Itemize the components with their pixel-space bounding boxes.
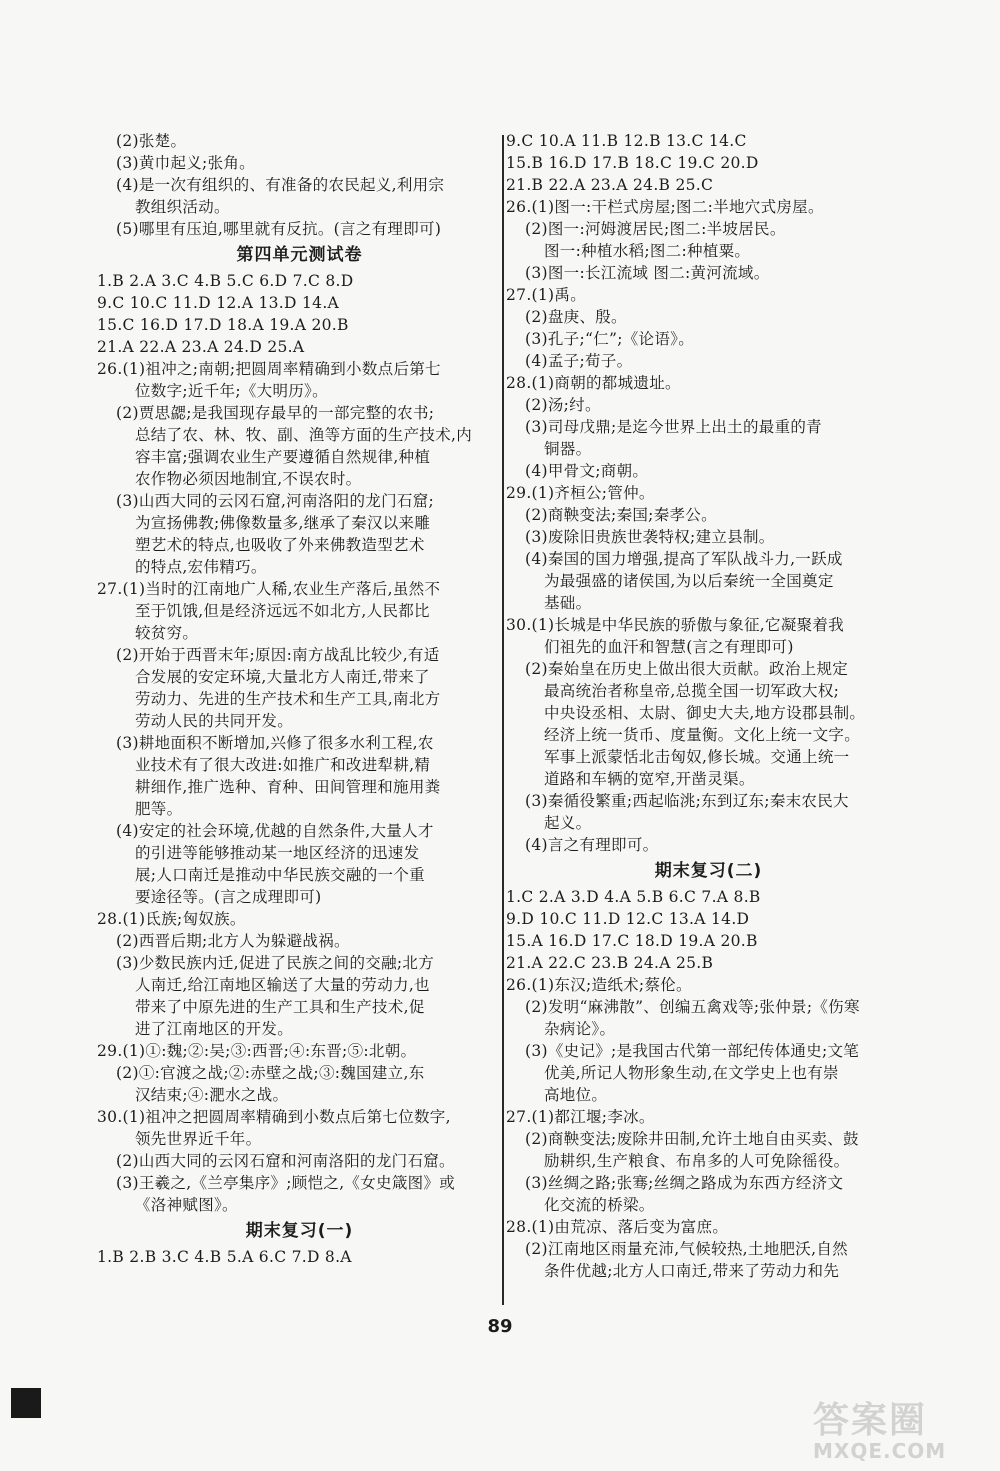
answer-line: 26.(1)东汉;造纸术;蔡伦。	[506, 976, 692, 994]
answer-line: (2)商鞅变法;废除井田制,允许土地自由买卖、鼓	[525, 1130, 859, 1148]
answer-line: (3)丝绸之路;张骞;丝绸之路成为东西方经济文	[525, 1174, 844, 1192]
answer-line: 基础。	[544, 594, 592, 612]
answer-line: (3)王羲之,《兰亭集序》;顾恺之,《女史箴图》或	[116, 1174, 456, 1192]
answer-line: 军事上派蒙恬北击匈奴,修长城。交通上统一	[544, 748, 850, 766]
answer-line: 至于饥饿,但是经济远远不如北方,人民都比	[135, 602, 430, 620]
answer-line: 们祖先的血汗和智慧(言之有理即可)	[544, 638, 794, 656]
answer-line: (3)废除旧贵族世袭特权;建立县制。	[525, 528, 775, 546]
answer-line: 耕细作,推广选种、育种、田间管理和施用粪	[135, 778, 441, 796]
answer-line: (4)是一次有组织的、有准备的农民起义,利用宗	[116, 176, 445, 194]
answer-line: 业技术有了很大改进:如推广和改进犁耕,精	[135, 756, 431, 774]
answer-line: (2)①:官渡之战;②:赤壁之战;③:魏国建立,东	[116, 1064, 425, 1082]
answer-line: 30.(1)长城是中华民族的骄傲与象征,它凝聚着我	[506, 616, 845, 634]
answer-line: 化交流的桥梁。	[544, 1196, 655, 1214]
answer-line: (3)司母戊鼎;是迄今世界上出土的最重的青	[525, 418, 822, 436]
answer-line: 进了江南地区的开发。	[135, 1020, 294, 1038]
answer-line: 领先世界近千年。	[135, 1130, 262, 1148]
answer-line: 为宣扬佛教;佛像数量多,继承了秦汉以来雕	[135, 514, 431, 532]
answer-line: 28.(1)由荒凉、落后变为富庶。	[506, 1218, 729, 1236]
answer-line: 中央设丞相、太尉、御史大夫,地方设郡县制。	[544, 704, 866, 722]
answer-line: 教组织活动。	[135, 198, 230, 216]
answer-line: 29.(1)齐桓公;管仲。	[506, 484, 655, 502]
answer-line: 21.B 22.A 23.A 24.B 25.C	[506, 176, 714, 194]
answer-line: 27.(1)禹。	[506, 286, 587, 304]
watermark-url: MXQE.COM	[813, 1439, 947, 1463]
watermark-logo	[813, 1392, 993, 1466]
answer-line: 27.(1)都江堰;李冰。	[506, 1108, 655, 1126]
answer-line: (2)江南地区雨量充沛,气候较热,土地肥沃,自然	[525, 1240, 848, 1258]
answer-line: (3)少数民族内迁,促进了民族之间的交融;北方	[116, 954, 435, 972]
answer-line: 21.A 22.C 23.B 24.A 25.B	[506, 954, 714, 972]
answer-line: 劳动力、先进的生产技术和生产工具,南北方	[135, 690, 441, 708]
answer-line: 较贫穷。	[135, 624, 199, 642]
answer-line: 肥等。	[135, 800, 183, 818]
answer-line: (3)图一:长江流域 图二:黄河流域。	[525, 264, 770, 282]
answer-line: 26.(1)祖冲之;南朝;把圆周率精确到小数点后第七	[97, 360, 441, 378]
column-divider	[502, 135, 504, 1305]
answer-line: (4)孟子;荀子。	[525, 352, 633, 370]
answer-line: 合发展的安定环境,大量北方人南迁,带来了	[135, 668, 430, 686]
answer-line: 高地位。	[544, 1086, 608, 1104]
answer-line: 21.A 22.A 23.A 24.D 25.A	[97, 338, 305, 356]
answer-line: 30.(1)祖冲之把圆周率精确到小数点后第七位数字,	[97, 1108, 451, 1126]
answer-line: 汉结束;④:淝水之战。	[135, 1086, 289, 1104]
answer-line: (2)西晋后期;北方人为躲避战祸。	[116, 932, 350, 950]
answer-line: (2)秦始皇在历史上做出很大贡献。政治上规定	[525, 660, 849, 678]
answer-line: 的特点,宏伟精巧。	[135, 558, 267, 576]
section-heading: 第四单元测试卷	[236, 245, 363, 265]
answer-line: (2)山西大同的云冈石窟和河南洛阳的龙门石窟。	[116, 1152, 455, 1170]
answer-line: 劳动人民的共同开发。	[135, 712, 294, 730]
right-column	[506, 130, 911, 1282]
answer-line: 《洛神赋图》。	[135, 1196, 238, 1214]
answer-line: (2)图一:河姆渡居民;图二:半坡居民。	[525, 220, 786, 238]
answer-line: (2)商鞅变法;秦国;秦孝公。	[525, 506, 717, 524]
answer-line: 杂病论》。	[544, 1020, 616, 1038]
answer-line: (2)汤;纣。	[525, 396, 601, 414]
answer-line: 优美,所记人物形象生动,在文学史上也有崇	[544, 1064, 839, 1082]
watermark-logo-text: 答案圈	[813, 1400, 928, 1441]
answer-line: (2)开始于西晋末年;原因:南方战乱比较少,有适	[116, 646, 440, 664]
answer-line: 带来了中原先进的生产工具和生产技术,促	[135, 998, 425, 1016]
answer-line: 容丰富;强调农业生产要遵循自然规律,种植	[135, 448, 431, 466]
answer-line: (4)言之有理即可。	[525, 836, 659, 854]
answer-line: 26.(1)图一:干栏式房屋;图二:半地穴式房屋。	[506, 198, 824, 216]
answer-line: 1.C 2.A 3.D 4.A 5.B 6.C 7.A 8.B	[506, 888, 761, 906]
answer-line: 28.(1)商朝的都城遗址。	[506, 374, 681, 392]
answer-line: (3)山西大同的云冈石窟,河南洛阳的龙门石窟;	[116, 492, 435, 510]
answer-line: (4)甲骨文;商朝。	[525, 462, 649, 480]
answer-line: (4)秦国的国力增强,提高了军队战斗力,一跃成	[525, 550, 843, 568]
page-number: 89	[487, 1316, 513, 1337]
answer-line: 塑艺术的特点,也吸收了外来佛教造型艺术	[135, 536, 425, 554]
answer-line: (3)秦循役繁重;西起临洮;东到辽东;秦末农民大	[525, 792, 849, 810]
section-heading: 期末复习(二)	[654, 861, 763, 881]
answer-line: 励耕织,生产粮食、布帛多的人可免除徭役。	[544, 1152, 850, 1170]
answer-line: 9.C 10.C 11.D 12.A 13.D 14.A	[97, 294, 340, 312]
answer-line: 图一:种植水稻;图二:种植粟。	[544, 242, 751, 260]
section-heading: 期末复习(一)	[245, 1221, 354, 1241]
answer-line: (2)贾思勰;是我国现存最早的一部完整的农书;	[116, 404, 435, 422]
answer-line: (5)哪里有压迫,哪里就有反抗。(言之有理即可)	[116, 220, 442, 238]
answer-line: 条件优越;北方人口南迁,带来了劳动力和先	[544, 1262, 840, 1280]
corner-mark	[11, 1388, 41, 1418]
answer-line: 人南迁,给江南地区输送了大量的劳动力,也	[135, 976, 430, 994]
answer-line: (3)《史记》;是我国古代第一部纪传体通史;文笔	[525, 1042, 860, 1060]
answer-line: 铜器。	[544, 440, 592, 458]
answer-line: 15.B 16.D 17.B 18.C 19.C 20.D	[506, 154, 759, 172]
answer-line: (3)孔子;“仁”;《论语》。	[525, 330, 694, 348]
answer-line: 29.(1)①:魏;②:吴;③:西晋;④:东晋;⑤:北朝。	[97, 1042, 417, 1060]
answer-line: 28.(1)氐族;匈奴族。	[97, 910, 246, 928]
answer-line: 展;人口南迁是推动中华民族交融的一个重	[135, 866, 425, 884]
answer-line: 经济上统一货币、度量衡。文化上统一文字。	[544, 726, 861, 744]
answer-line: 9.C 10.A 11.B 12.B 13.C 14.C	[506, 132, 747, 150]
answer-line: 9.D 10.C 11.D 12.C 13.A 14.D	[506, 910, 750, 928]
answer-line: (3)耕地面积不断增加,兴修了很多水利工程,农	[116, 734, 434, 752]
answer-line: 要途径等。(言之成理即可)	[135, 888, 322, 906]
answer-line: 15.A 16.D 17.C 18.D 19.A 20.B	[506, 932, 758, 950]
answer-line: 道路和车辆的宽窄,开凿灵渠。	[544, 770, 755, 788]
left-column	[97, 130, 502, 1268]
answer-line: (2)盘庚、殷。	[525, 308, 627, 326]
answer-line: 1.B 2.A 3.C 4.B 5.C 6.D 7.C 8.D	[97, 272, 354, 290]
answer-line: (2)张楚。	[116, 132, 187, 150]
answer-line: 农作物必须因地制宜,不误农时。	[135, 470, 362, 488]
answer-line: (2)发明“麻沸散”、创编五禽戏等;张仲景;《伤寒	[525, 998, 860, 1016]
answer-line: (3)黄巾起义;张角。	[116, 154, 255, 172]
answer-line: 起义。	[544, 814, 592, 832]
answer-line: 1.B 2.B 3.C 4.B 5.A 6.C 7.D 8.A	[97, 1248, 352, 1266]
answer-line: 最高统治者称皇帝,总揽全国一切军政大权;	[544, 682, 840, 700]
answer-line: 总结了农、林、牧、副、渔等方面的生产技术,内	[135, 426, 473, 444]
answer-line: 的引进等能够推动某一地区经济的迅速发	[135, 844, 420, 862]
answer-line: (4)安定的社会环境,优越的自然条件,大量人才	[116, 822, 434, 840]
answer-line: 27.(1)当时的江南地广人稀,农业生产落后,虽然不	[97, 580, 441, 598]
answer-line: 15.C 16.D 17.D 18.A 19.A 20.B	[97, 316, 349, 334]
answer-line: 为最强盛的诸侯国,为以后秦统一全国奠定	[544, 572, 834, 590]
answer-line: 位数字;近千年;《大明历》。	[135, 382, 328, 400]
